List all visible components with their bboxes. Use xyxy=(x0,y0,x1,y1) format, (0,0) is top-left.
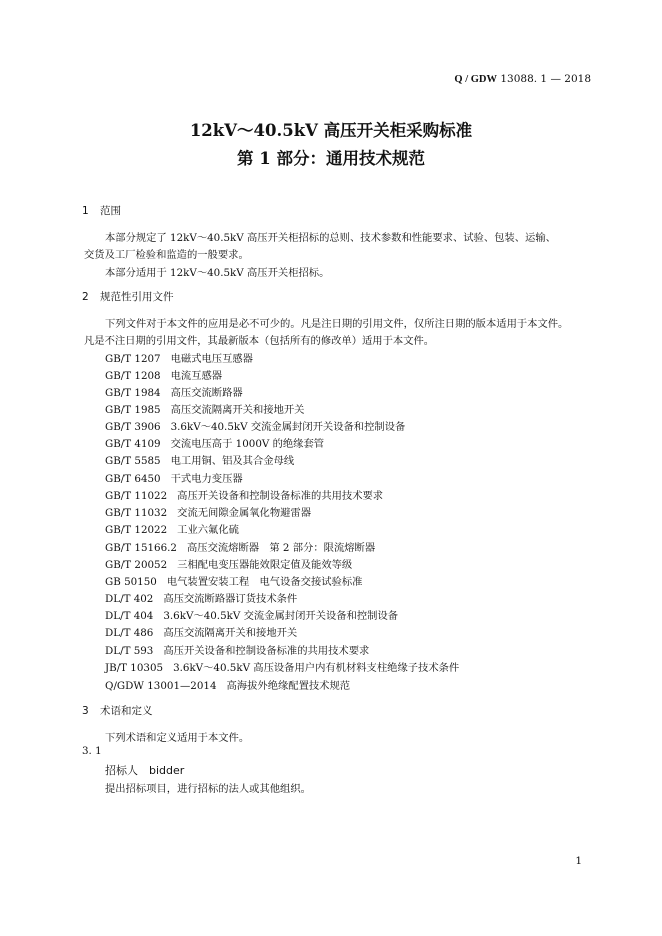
section-3-number: 3 xyxy=(82,705,89,717)
reference-item xyxy=(105,573,362,588)
reference-item xyxy=(105,435,324,450)
reference-item xyxy=(105,367,222,382)
reference-code: GB/T 1984 xyxy=(105,387,161,399)
document-title: 12kV～40.5kV 高压开关柜采购标准 xyxy=(189,121,473,140)
reference-title: 电流互感器 xyxy=(170,370,223,382)
term-definition: 提出招标项目，进行招标的法人或其他组织。 xyxy=(105,783,311,795)
reference-item xyxy=(105,659,459,674)
reference-code: DL/T 593 xyxy=(105,645,154,657)
section-3-heading xyxy=(82,703,153,718)
section-1-para1-line2: 交货及工厂检验和监造的一般要求。 xyxy=(84,249,249,261)
reference-code: GB 50150 xyxy=(105,576,157,588)
reference-code: GB/T 12022 xyxy=(105,524,168,536)
reference-code: GB/T 5585 xyxy=(105,455,161,467)
reference-item xyxy=(105,384,243,399)
section-3-title: 术语和定义 xyxy=(100,705,153,717)
document-code xyxy=(454,73,591,85)
reference-code: JB/T 10305 xyxy=(105,662,164,674)
reference-title: 电工用铜、铝及其合金母线 xyxy=(170,455,295,467)
reference-code: GB/T 1985 xyxy=(105,404,161,416)
reference-title: 高压交流隔离开关和接地开关 xyxy=(163,627,298,639)
reference-item xyxy=(105,590,297,605)
reference-item xyxy=(105,470,243,485)
reference-code: GB/T 6450 xyxy=(105,473,161,485)
section-2-intro-line1: 下列文件对于本文件的应用是必不可少的。凡是注日期的引用文件，仅所注日期的版本适用于本文件。 xyxy=(105,318,569,330)
reference-title: 电磁式电压互感器 xyxy=(170,353,253,365)
reference-item xyxy=(105,487,383,502)
section-2-number: 2 xyxy=(82,291,89,303)
reference-title: 高压交流熔断器 第 2 部分：限流熔断器 xyxy=(186,542,376,554)
reference-code: DL/T 404 xyxy=(105,610,154,622)
reference-code: Q/GDW 13001—2014 xyxy=(105,680,217,692)
reference-item xyxy=(105,556,352,571)
reference-code: DL/T 486 xyxy=(105,627,154,639)
reference-code: GB/T 20052 xyxy=(105,559,168,571)
reference-code: GB/T 1207 xyxy=(105,353,161,365)
reference-code: DL/T 402 xyxy=(105,593,154,605)
section-3-intro: 下列术语和定义适用于本文件。 xyxy=(105,732,250,744)
reference-title: 3.6kV～40.5kV 高压设备用户内有机材料支柱绝缘子技术条件 xyxy=(173,662,460,674)
reference-item xyxy=(105,539,375,554)
reference-code: GB/T 15166.2 xyxy=(105,542,177,554)
reference-title: 3.6kV～40.5kV 交流金属封闭开关设备和控制设备 xyxy=(170,421,406,433)
reference-item xyxy=(105,401,304,416)
reference-title: 干式电力变压器 xyxy=(170,473,243,485)
reference-item xyxy=(105,418,405,433)
page-number: 1 xyxy=(575,855,582,867)
section-2-title: 规范性引用文件 xyxy=(100,291,174,303)
term-bidder: 招标人 bidder xyxy=(105,764,185,777)
reference-item xyxy=(105,607,398,622)
reference-code: GB/T 3906 xyxy=(105,421,161,433)
reference-item xyxy=(105,350,253,365)
reference-title: 三相配电变压器能效限定值及能效等级 xyxy=(177,559,353,571)
section-1-para1-line1: 本部分规定了 12kV～40.5kV 高压开关柜招标的总则、技术参数和性能要求、试验、包装、运输、 xyxy=(105,232,556,244)
document-subtitle: 第 1 部分：通用技术规范 xyxy=(237,149,425,168)
reference-title: 高压交流断路器订货技术条件 xyxy=(163,593,298,605)
code-org: Q / GDW xyxy=(454,74,497,85)
reference-code: GB/T 11022 xyxy=(105,490,168,502)
reference-code: GB/T 11032 xyxy=(105,507,168,519)
reference-title: 高压交流隔离开关和接地开关 xyxy=(170,404,305,416)
reference-item xyxy=(105,504,311,519)
reference-item xyxy=(105,642,369,657)
reference-item xyxy=(105,624,297,639)
reference-title: 3.6kV～40.5kV 交流金属封闭开关设备和控制设备 xyxy=(163,610,399,622)
subsection-number: 3. 1 xyxy=(82,745,102,757)
reference-title: 交流电压高于 1000V 的绝缘套管 xyxy=(170,438,325,450)
section-1-number: 1 xyxy=(82,205,89,217)
reference-title: 高压开关设备和控制设备标准的共用技术要求 xyxy=(163,645,370,657)
section-1-title: 范围 xyxy=(100,205,121,217)
reference-title: 电气装置安装工程 电气设备交接试验标准 xyxy=(166,576,363,588)
reference-code: GB/T 4109 xyxy=(105,438,161,450)
reference-title: 工业六氟化硫 xyxy=(177,524,239,536)
reference-item xyxy=(105,452,294,467)
reference-item xyxy=(105,521,239,536)
code-number: 13088. 1 — 2018 xyxy=(500,73,591,85)
reference-title: 高海拔外绝缘配置技术规范 xyxy=(226,680,351,692)
section-2-intro-line2: 凡是不注日期的引用文件，其最新版本（包括所有的修改单）适用于本文件。 xyxy=(84,335,435,347)
section-1-para2: 本部分适用于 12kV～40.5kV 高压开关柜招标。 xyxy=(105,267,330,279)
section-2-heading xyxy=(82,289,174,304)
reference-code: GB/T 1208 xyxy=(105,370,161,382)
reference-title: 高压交流断路器 xyxy=(170,387,243,399)
section-1-heading xyxy=(82,203,121,218)
reference-item xyxy=(105,677,350,692)
reference-title: 交流无间隙金属氧化物避雷器 xyxy=(177,507,312,519)
reference-title: 高压开关设备和控制设备标准的共用技术要求 xyxy=(177,490,384,502)
